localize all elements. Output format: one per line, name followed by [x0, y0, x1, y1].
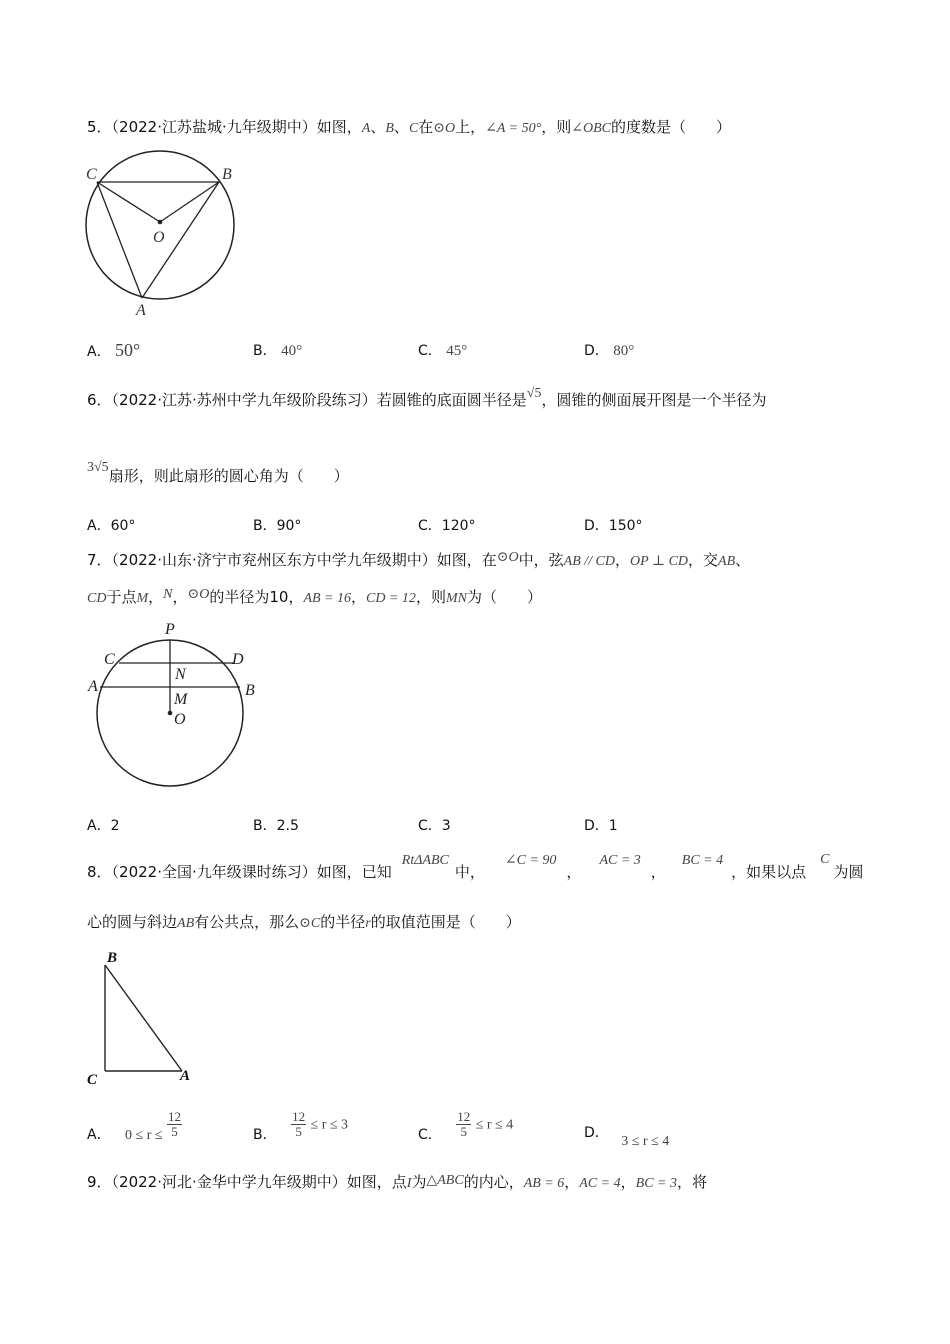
q8-label-b: B [107, 950, 118, 966]
q8-option-d[interactable]: D． 3 ≤ r ≤ 4 [584, 1125, 670, 1149]
q7-label-m: M [174, 691, 188, 708]
q8-option-b[interactable]: B． $\frac{12}{5}$ ≤ r ≤ 3 [253, 1109, 349, 1143]
q6-stem-line1: 6．（2022·江苏·苏州中学九年级阶段练习）若圆锥的底面圆半径是√5，圆锥的侧面展开图是一个半径为 [87, 386, 767, 409]
q5-radius-oc [97, 182, 160, 222]
q7-label-c: C [104, 651, 115, 668]
q7-label-b: B [245, 682, 255, 699]
q7-label-o: O [174, 711, 186, 728]
q7-center-dot [168, 711, 173, 716]
q8-stem-line2: 心的圆与斜边AB有公共点，那么⊙C的半径r的取值范围是（ ） [87, 913, 521, 931]
q7-figure [85, 618, 265, 790]
q5-radius-ob [160, 182, 219, 222]
q8-stem-line1: 8．（2022·全国·九年级课时练习）如图，已知RtΔABC中，∠C = 90，AC = 3，BC = 4，如果以点C为圆 [87, 852, 864, 881]
q5-option-a[interactable]: A． 50° [87, 340, 141, 360]
q5-center-dot [158, 220, 163, 225]
q7-option-c[interactable]: C．3 [418, 818, 451, 834]
q5-option-d[interactable]: D． 80° [584, 343, 635, 359]
q7-label-p: P [165, 621, 175, 638]
q8-side-ab [105, 965, 182, 1071]
q5-stem: 5．（2022·江苏盐城·九年级期中）如图，A、B、C在⊙O上，∠A = 50°，则∠OBC的度数是（ ） [87, 118, 731, 136]
q5-label-c: C [86, 166, 97, 183]
q5-chord-ca [97, 182, 142, 298]
q7-label-n: N [175, 666, 186, 683]
q8-label-c: C [87, 1072, 98, 1088]
q5-option-c[interactable]: C． 45° [418, 343, 468, 359]
q8-figure [85, 945, 200, 1090]
q7-option-a[interactable]: A．2 [87, 818, 120, 834]
q5-figure [80, 158, 250, 320]
q7-stem-line2: CD于点M，N，⊙O的半径为10，AB = 16，CD = 12，则MN为（ ） [87, 587, 542, 606]
q6-stem-line2: 3√5扇形，则此扇形的圆心角为（ ） [87, 460, 349, 485]
q5-label-o: O [153, 229, 165, 246]
q8-option-c[interactable]: C． $\frac{12}{5}$ ≤ r ≤ 4 [418, 1109, 514, 1143]
q6-option-a[interactable]: A．60° [87, 518, 136, 534]
q6-option-b[interactable]: B．90° [253, 518, 302, 534]
q5-label-a: A [136, 302, 146, 319]
q6-option-d[interactable]: D．150° [584, 518, 643, 534]
q8-label-a: A [180, 1068, 191, 1084]
q7-option-d[interactable]: D．1 [584, 818, 618, 834]
q5-circle [86, 151, 234, 299]
q5-label-b: B [222, 166, 232, 183]
q8-option-a[interactable]: A． 0 ≤ r ≤ $\frac{12}{5}$ [87, 1109, 182, 1143]
q9-stem: 9．（2022·河北·金华中学九年级期中）如图，点I为△ABC的内心，AB = 6，AC = 4，BC = 3，将 [87, 1173, 707, 1191]
q7-label-d: D [232, 651, 244, 668]
q7-label-a: A [88, 678, 98, 695]
q7-stem-line1: 7．（2022·山东·济宁市兖州区东方中学九年级期中）如图，在⊙O中，弦AB // CD，OP ⊥ CD，交AB、 [87, 550, 751, 569]
q6-option-c[interactable]: C．120° [418, 518, 476, 534]
q7-option-b[interactable]: B．2.5 [253, 818, 299, 834]
q5-option-b[interactable]: B． 40° [253, 343, 303, 359]
